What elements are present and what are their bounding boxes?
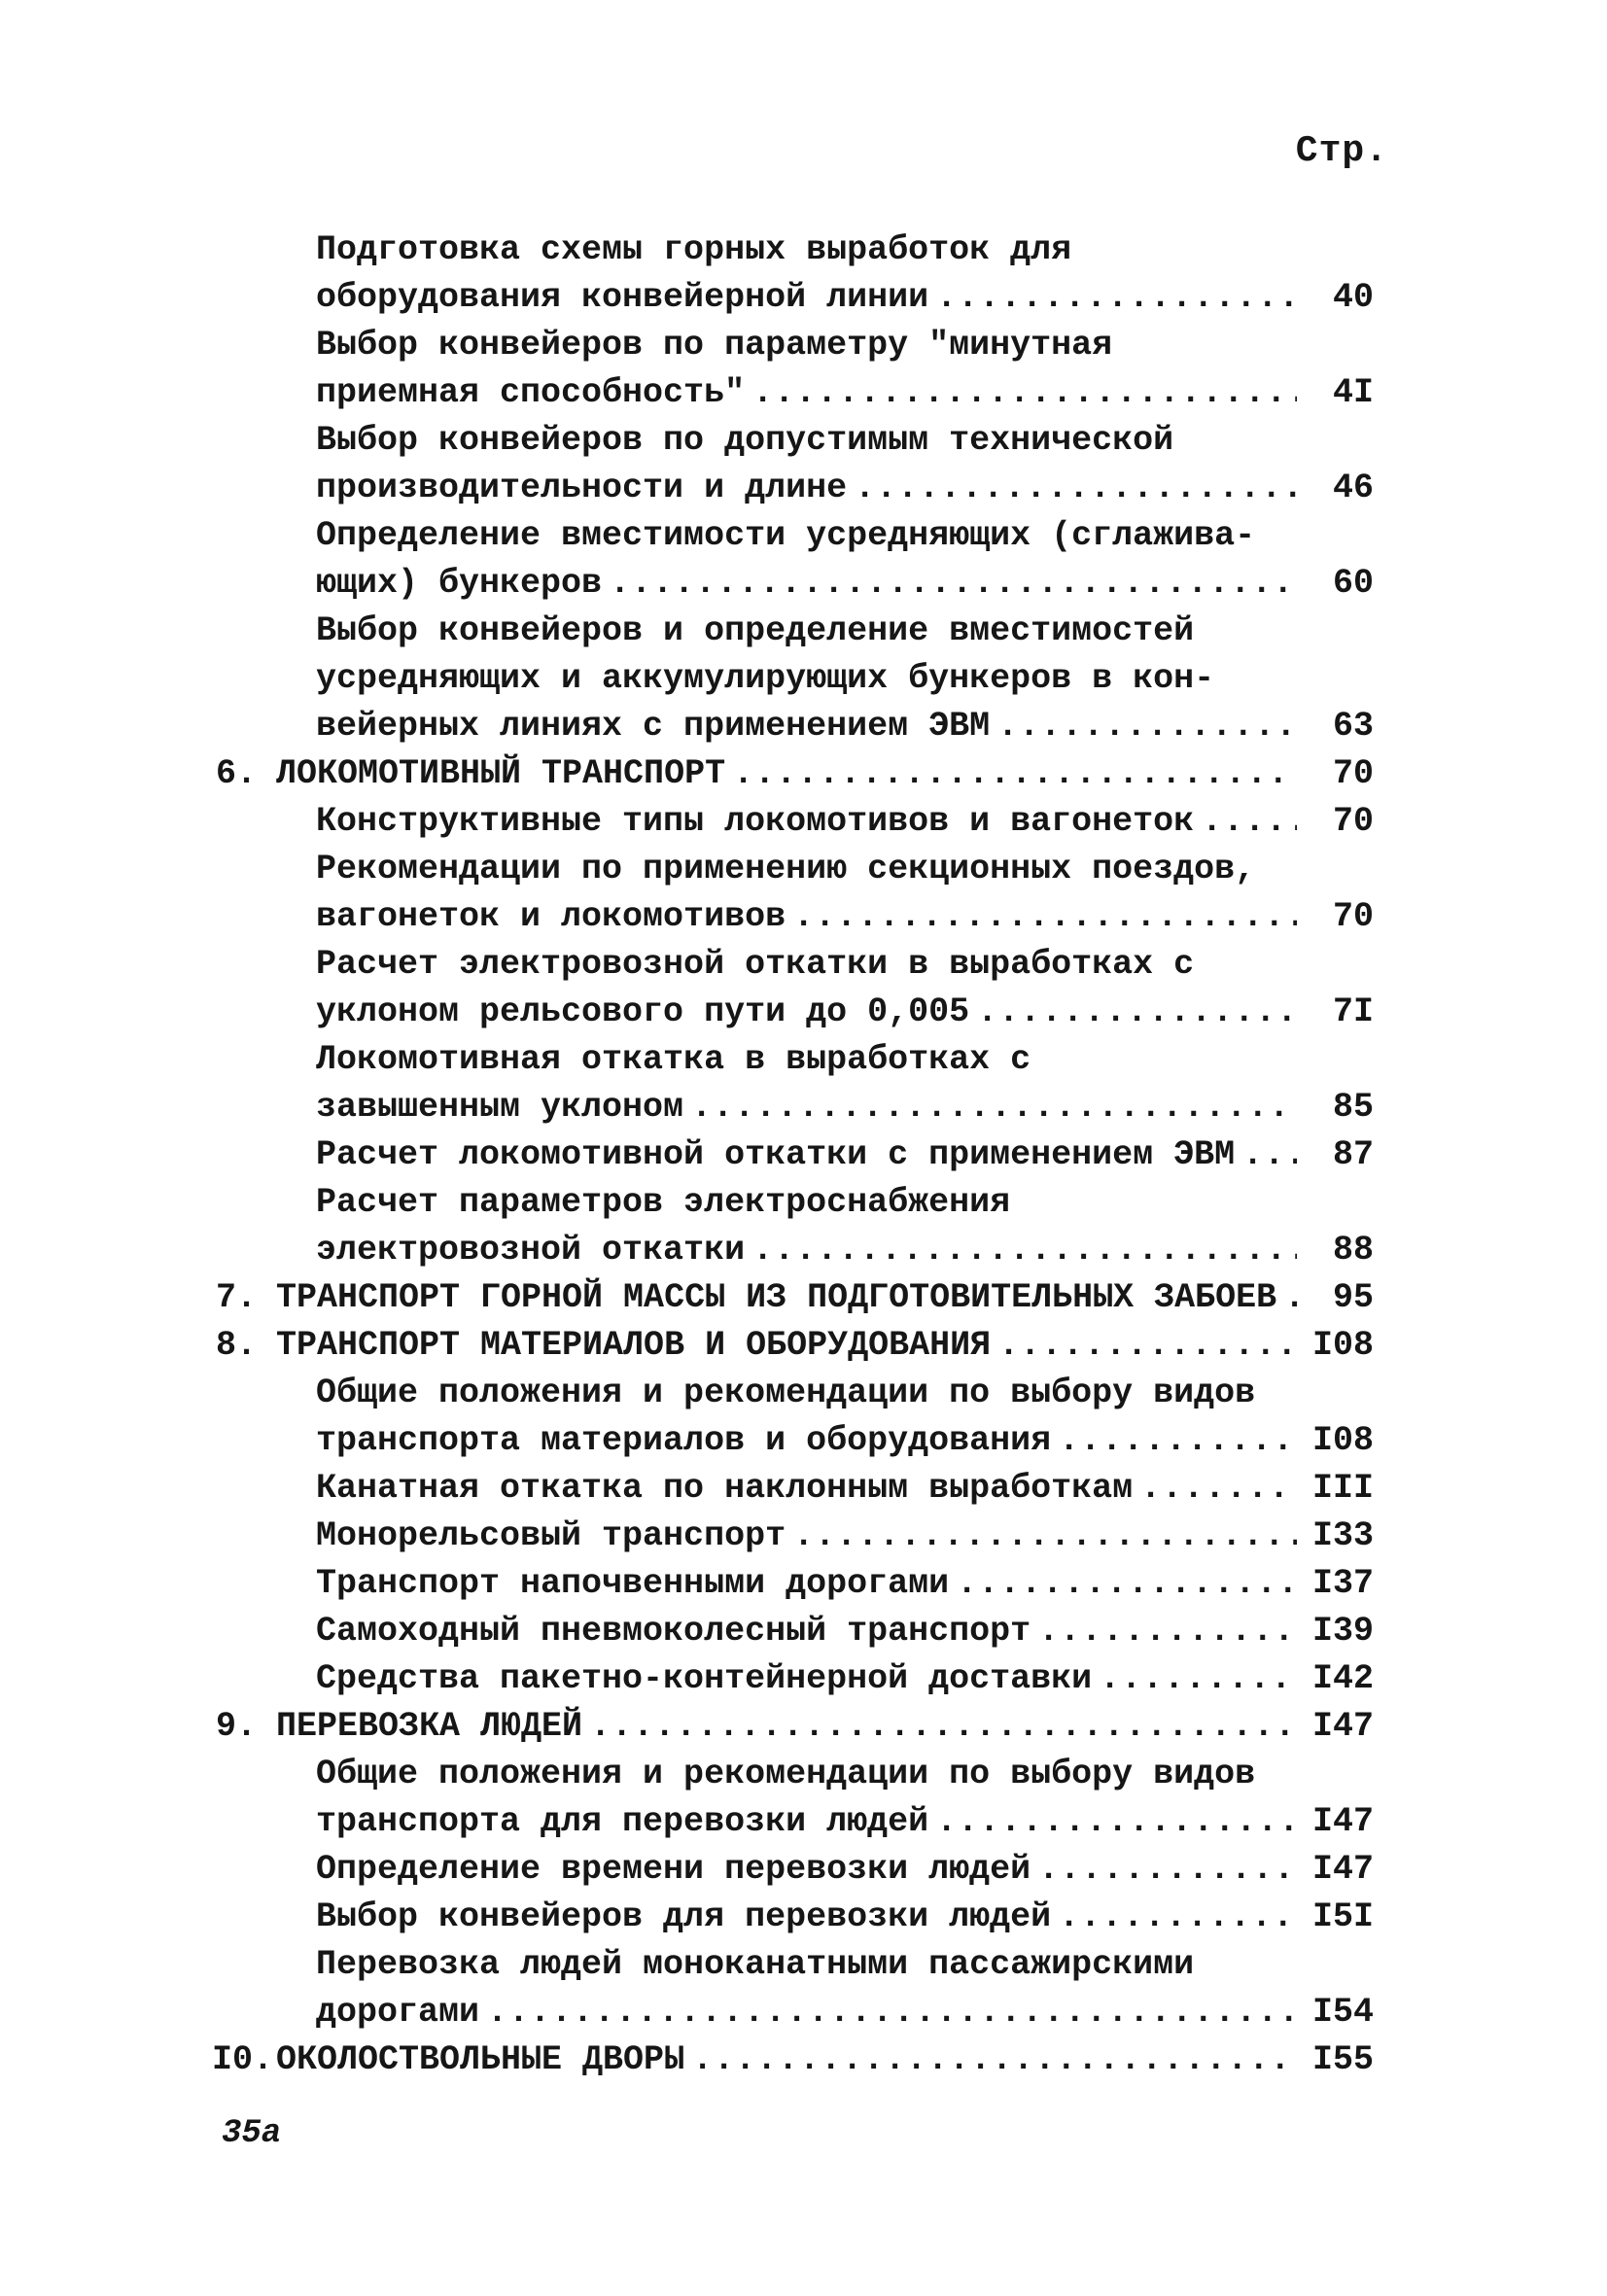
dot-leader [1100, 1655, 1297, 1703]
toc-entry-line [276, 750, 1297, 798]
toc-entry-title: Расчет локомотивной откатки с применением ЭВМ [316, 1135, 1236, 1174]
toc-entry-line [316, 798, 1297, 846]
toc-entry-line [316, 1417, 1297, 1465]
toc-section [0, 1322, 1607, 1370]
toc-entry-line [316, 1894, 1297, 1941]
toc-entry-title: вейерных линиях с применением ЭВМ [316, 707, 991, 746]
toc-entry [0, 417, 1607, 512]
toc-entry-line [276, 1322, 1297, 1370]
toc-page-number: I37 [1311, 1564, 1374, 1603]
toc-entry [0, 322, 1607, 417]
toc-page-number: 70 [1332, 754, 1374, 793]
toc-entry-line [316, 1131, 1297, 1179]
toc-entry-title: Транспорт напочвенными дорогами [316, 1564, 950, 1603]
dot-leader [998, 1322, 1297, 1370]
toc-entry-line: Общие положения и рекомендации по выбору видов [316, 1755, 1256, 1793]
toc-entry [0, 1179, 1607, 1274]
toc-entry-title: завышенным уклоном [316, 1088, 684, 1127]
toc-page-number: I47 [1311, 1802, 1374, 1841]
toc-entry-line: Выбор конвейеров по допустимым технической [316, 421, 1174, 460]
toc-entry-title: уклоном рельсового пути до 0,005 [316, 992, 970, 1031]
toc-section [0, 2036, 1607, 2084]
dot-leader [610, 560, 1297, 608]
toc-entry-line [316, 369, 1297, 417]
dot-leader [733, 750, 1297, 798]
toc-entry-line [316, 1608, 1297, 1655]
toc-entry-line: Общие положения и рекомендации по выбору видов [316, 1374, 1256, 1412]
toc-section-number: I0. [212, 2040, 274, 2079]
toc-entry-title: ОКОЛОСТВОЛЬНЫЕ ДВОРЫ [276, 2040, 685, 2079]
toc-page-number: 95 [1332, 1278, 1374, 1317]
toc-entry [0, 1846, 1607, 1894]
toc-entry-line [316, 1465, 1297, 1513]
toc-entry-title: Монорельсовый транспорт [316, 1516, 786, 1555]
toc-entry-line [276, 1274, 1297, 1322]
toc-entry [0, 846, 1607, 941]
toc-section [0, 1703, 1607, 1751]
dot-leader [957, 1560, 1297, 1608]
toc-entry-line: Локомотивная откатка в выработках с [316, 1040, 1031, 1079]
toc-page-number: I42 [1311, 1659, 1374, 1698]
toc-entry-line [316, 465, 1297, 512]
dot-leader [1242, 1131, 1297, 1179]
dot-leader [936, 274, 1297, 322]
toc-section-number: 9. [216, 1707, 258, 1746]
toc-page-number: 4I [1332, 373, 1374, 412]
toc-entry-line [316, 1655, 1297, 1703]
dot-leader [752, 369, 1297, 417]
toc-entry-title: ТРАНСПОРТ МАТЕРИАЛОВ И ОБОРУДОВАНИЯ [276, 1326, 992, 1365]
toc-entry [0, 608, 1607, 750]
toc-entry [0, 1608, 1607, 1655]
dot-leader [1059, 1417, 1297, 1465]
dot-leader [691, 1084, 1297, 1131]
dot-leader [590, 1703, 1297, 1751]
toc-page-number: 7I [1332, 992, 1374, 1031]
toc-entry-line [316, 560, 1297, 608]
toc-entry [0, 1036, 1607, 1131]
toc-entry-line [276, 1703, 1297, 1751]
dot-leader [1038, 1846, 1297, 1894]
toc-page-number: 70 [1332, 802, 1374, 841]
dot-leader [793, 893, 1297, 941]
toc-page-number: I47 [1311, 1850, 1374, 1889]
toc-entry-title: производительности и длине [316, 469, 848, 507]
toc-entry-title: ЛОКОМОТИВНЫЙ ТРАНСПОРТ [276, 754, 726, 793]
toc-entry-title: транспорта для перевозки людей [316, 1802, 929, 1841]
page-folio: 35а [222, 2115, 282, 2152]
toc-entry [0, 1560, 1607, 1608]
toc-entry-title: ТРАНСПОРТ ГОРНОЙ МАССЫ ИЗ ПОДГОТОВИТЕЛЬНЫХ ЗАБОЕВ [276, 1278, 1277, 1317]
toc-section [0, 1274, 1607, 1322]
toc-entry-line: усредняющих и аккумулирующих бункеров в кон- [316, 659, 1215, 698]
dot-leader [1038, 1608, 1297, 1655]
dot-leader [997, 703, 1297, 750]
toc-entry-line [316, 1989, 1297, 2036]
toc-entry [0, 1370, 1607, 1465]
toc-entry-title: приемная способность" [316, 373, 746, 412]
toc-entry [0, 1894, 1607, 1941]
dot-leader [1059, 1894, 1297, 1941]
toc-entry-title: транспорта материалов и оборудования [316, 1421, 1052, 1460]
toc-entry-line [316, 1560, 1297, 1608]
dot-leader [692, 2036, 1297, 2084]
toc-section-number: 6. [216, 754, 258, 793]
toc-entry-line [316, 1513, 1297, 1560]
toc-entry-line: Расчет электровозной откатки в выработках с [316, 945, 1195, 984]
toc-page-number: I47 [1311, 1707, 1374, 1746]
dot-leader [1140, 1465, 1297, 1513]
toc-entry-line [316, 1846, 1297, 1894]
toc-entry-title: Определение времени перевозки людей [316, 1850, 1031, 1889]
toc-entry-title: Выбор конвейеров для перевозки людей [316, 1897, 1052, 1936]
toc-page-number: 63 [1332, 707, 1374, 746]
toc-entry [0, 1751, 1607, 1846]
toc-page-number: 87 [1332, 1135, 1374, 1174]
toc-entry [0, 226, 1607, 322]
toc-entry-title: оборудования конвейерной линии [316, 278, 929, 317]
toc-page-number: I55 [1311, 2040, 1374, 2079]
toc-entry [0, 1131, 1607, 1179]
toc-page-number: I08 [1311, 1421, 1374, 1460]
toc-entry [0, 941, 1607, 1036]
dot-leader [752, 1227, 1297, 1274]
toc-entry [0, 1655, 1607, 1703]
table-of-contents [0, 226, 1607, 2084]
dot-leader [936, 1798, 1297, 1846]
dot-leader [487, 1989, 1297, 2036]
toc-entry [0, 1513, 1607, 1560]
dot-leader [1284, 1274, 1297, 1322]
dot-leader [793, 1513, 1297, 1560]
toc-page-number: I08 [1311, 1326, 1374, 1365]
toc-entry-line [316, 989, 1297, 1036]
page-column-header: Стр. [1295, 130, 1388, 172]
toc-entry-line: Определение вместимости усредняющих (сглажива- [316, 516, 1256, 555]
toc-entry [0, 798, 1607, 846]
toc-entry-title: Самоходный пневмоколесный транспорт [316, 1612, 1031, 1651]
toc-entry-title: Канатная откатка по наклонным выработкам [316, 1469, 1134, 1508]
toc-page-number: III [1311, 1469, 1374, 1508]
toc-page-number: 40 [1332, 278, 1374, 317]
toc-page-number: I5I [1311, 1897, 1374, 1936]
toc-section-number: 8. [216, 1326, 258, 1365]
dot-leader [855, 465, 1297, 512]
dot-leader [1202, 798, 1297, 846]
toc-entry-title: дорогами [316, 1993, 480, 2032]
toc-entry-line [276, 2036, 1297, 2084]
toc-entry-line [316, 893, 1297, 941]
toc-entry [0, 512, 1607, 608]
toc-section [0, 750, 1607, 798]
toc-page-number: 60 [1332, 564, 1374, 603]
toc-entry-line: Рекомендации по применению секционных поездов, [316, 850, 1256, 888]
toc-entry-title: ПЕРЕВОЗКА ЛЮДЕЙ [276, 1707, 583, 1746]
toc-section-number: 7. [216, 1278, 258, 1317]
toc-page-number: I54 [1311, 1993, 1374, 2032]
toc-page-number: 88 [1332, 1231, 1374, 1270]
toc-entry-line [316, 703, 1297, 750]
toc-entry-title: электровозной откатки [316, 1231, 746, 1270]
toc-entry-line: Перевозка людей моноканатными пассажирскими [316, 1945, 1195, 1984]
toc-entry-line [316, 1227, 1297, 1274]
toc-entry-line: Выбор конвейеров и определение вместимостей [316, 611, 1195, 650]
toc-entry-line [316, 1084, 1297, 1131]
toc-page-number: I33 [1311, 1516, 1374, 1555]
toc-entry-line: Расчет параметров электроснабжения [316, 1183, 1011, 1222]
toc-entry-title: Конструктивные типы локомотивов и вагонеток [316, 802, 1195, 841]
toc-entry-line: Подготовка схемы горных выработок для [316, 230, 1072, 269]
toc-page-number: 46 [1332, 469, 1374, 507]
dot-leader [977, 989, 1297, 1036]
toc-entry-line [316, 1798, 1297, 1846]
toc-entry [0, 1941, 1607, 2036]
toc-entry-line [316, 274, 1297, 322]
toc-entry-line: Выбор конвейеров по параметру "минутная [316, 326, 1113, 365]
toc-entry-title: Средства пакетно-контейнерной доставки [316, 1659, 1093, 1698]
toc-page-number: I39 [1311, 1612, 1374, 1651]
toc-entry-title: ющих) бункеров [316, 564, 603, 603]
toc-entry-title: вагонеток и локомотивов [316, 897, 786, 936]
toc-entry [0, 1465, 1607, 1513]
toc-page-number: 70 [1332, 897, 1374, 936]
toc-page-number: 85 [1332, 1088, 1374, 1127]
